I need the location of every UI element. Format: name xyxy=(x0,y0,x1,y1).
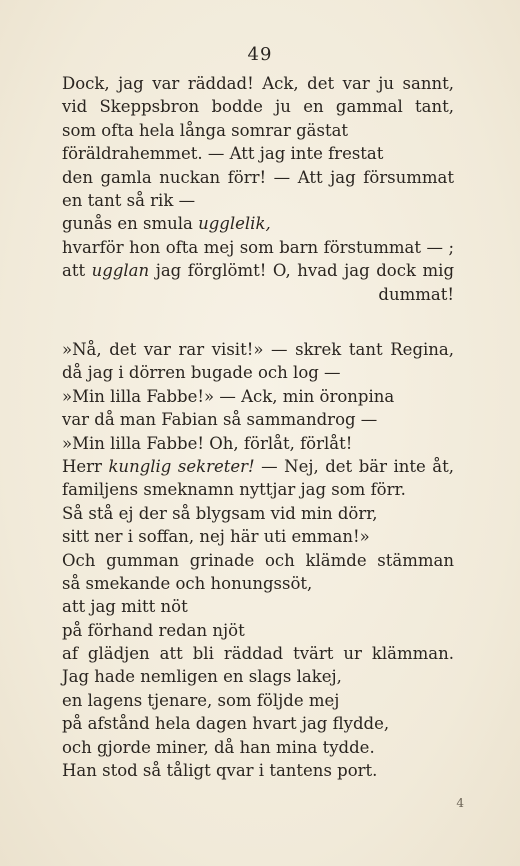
text-line xyxy=(62,95,454,118)
italic-span: ugglelik, xyxy=(198,214,271,234)
text-span: »Min lilla Fabbe! Oh, förlåt, förlåt! xyxy=(62,433,353,453)
printer-mark: 4 xyxy=(456,796,464,810)
text-line xyxy=(62,525,454,548)
text-line xyxy=(62,619,454,642)
text-span: jag förglömt! O, hvad jag dock mig xyxy=(149,261,455,281)
text-span: »Nå, det var rar visit!» — skrek tant Regina, xyxy=(62,340,454,359)
text-span: Dock, jag var räddad! Ack, det var ju sannt, xyxy=(62,74,454,93)
text-line xyxy=(62,595,454,618)
text-span: då jag i dörren bugade och log — xyxy=(62,363,341,383)
text-line xyxy=(62,665,454,688)
text-span: gunås en smula xyxy=(62,214,199,234)
text-line xyxy=(62,502,454,525)
text-span: Och gumman grinade och klämde stämman xyxy=(62,550,454,570)
text-span: föräldrahemmet. — Att jag inte frestat xyxy=(62,144,384,164)
text-line xyxy=(62,549,454,572)
text-line xyxy=(62,385,454,408)
stanza-2 xyxy=(62,338,454,782)
text-span: den gamla nuckan förr! — Att jag försummat xyxy=(62,167,454,187)
text-line xyxy=(62,142,454,165)
text-line xyxy=(62,689,454,712)
stanza-1 xyxy=(62,72,454,306)
text-span: Jag hade nemligen en slags lakej, xyxy=(62,667,342,687)
text-line xyxy=(62,478,454,501)
text-span: var då man Fabian så sammandrog — xyxy=(62,410,378,430)
text-span: hvarför hon ofta mej som barn förstummat — ; xyxy=(62,237,454,257)
text-span: Han stod så tåligt qvar i tantens port. xyxy=(62,761,378,781)
text-span: att jag mitt nöt xyxy=(62,597,188,617)
text-line xyxy=(62,212,454,235)
text-span: på afstånd hela dagen hvart jag flydde, xyxy=(62,714,390,734)
text-line xyxy=(62,712,454,735)
text-span: en lagens tjenare, som följde mej xyxy=(62,690,340,710)
text-span: — Nej, det bär inte åt, xyxy=(254,456,454,476)
text-span: dummat! xyxy=(378,284,454,304)
text-span: på förhand redan njöt xyxy=(62,620,245,640)
italic-span: kunglig sekreter! xyxy=(108,456,255,476)
text-line xyxy=(62,283,454,306)
text-span: af glädjen att bli räddad tvärt ur klämman. xyxy=(62,644,454,664)
text-span: och gjorde miner, då han mina tydde. xyxy=(62,737,375,757)
text-span: så smekande och honungssöt, xyxy=(62,573,313,593)
text-span: som ofta hela långa somrar gästat xyxy=(62,120,349,140)
text-line xyxy=(62,119,454,142)
text-line xyxy=(62,736,454,759)
text-line xyxy=(62,236,454,259)
text-span: Så stå ej der så blygsam vid min dörr, xyxy=(62,503,378,523)
text-span: Herr xyxy=(62,456,109,476)
text-span: vid Skeppsbron bodde ju en gammal tant, xyxy=(62,97,454,117)
text-line xyxy=(62,189,454,212)
italic-span: ugglan xyxy=(91,261,150,281)
text-line xyxy=(62,572,454,595)
text-line xyxy=(62,361,454,384)
text-line xyxy=(62,259,454,282)
text-line xyxy=(62,338,454,361)
text-line xyxy=(62,432,454,455)
text-span: »Min lilla Fabbe!» — Ack, min öronpina xyxy=(62,386,395,406)
text-line xyxy=(62,759,454,782)
text-span: en tant så rik — xyxy=(62,190,196,210)
text-line xyxy=(62,166,454,189)
text-line xyxy=(62,455,454,478)
text-line xyxy=(62,72,454,95)
page-number: 49 xyxy=(247,44,273,65)
text-line xyxy=(62,408,454,431)
text-span: sitt ner i soffan, nej här uti emman!» xyxy=(62,527,370,547)
text-span: att xyxy=(62,261,92,281)
text-span: familjens smeknamn nyttjar jag som förr. xyxy=(62,480,406,500)
text-line xyxy=(62,642,454,665)
